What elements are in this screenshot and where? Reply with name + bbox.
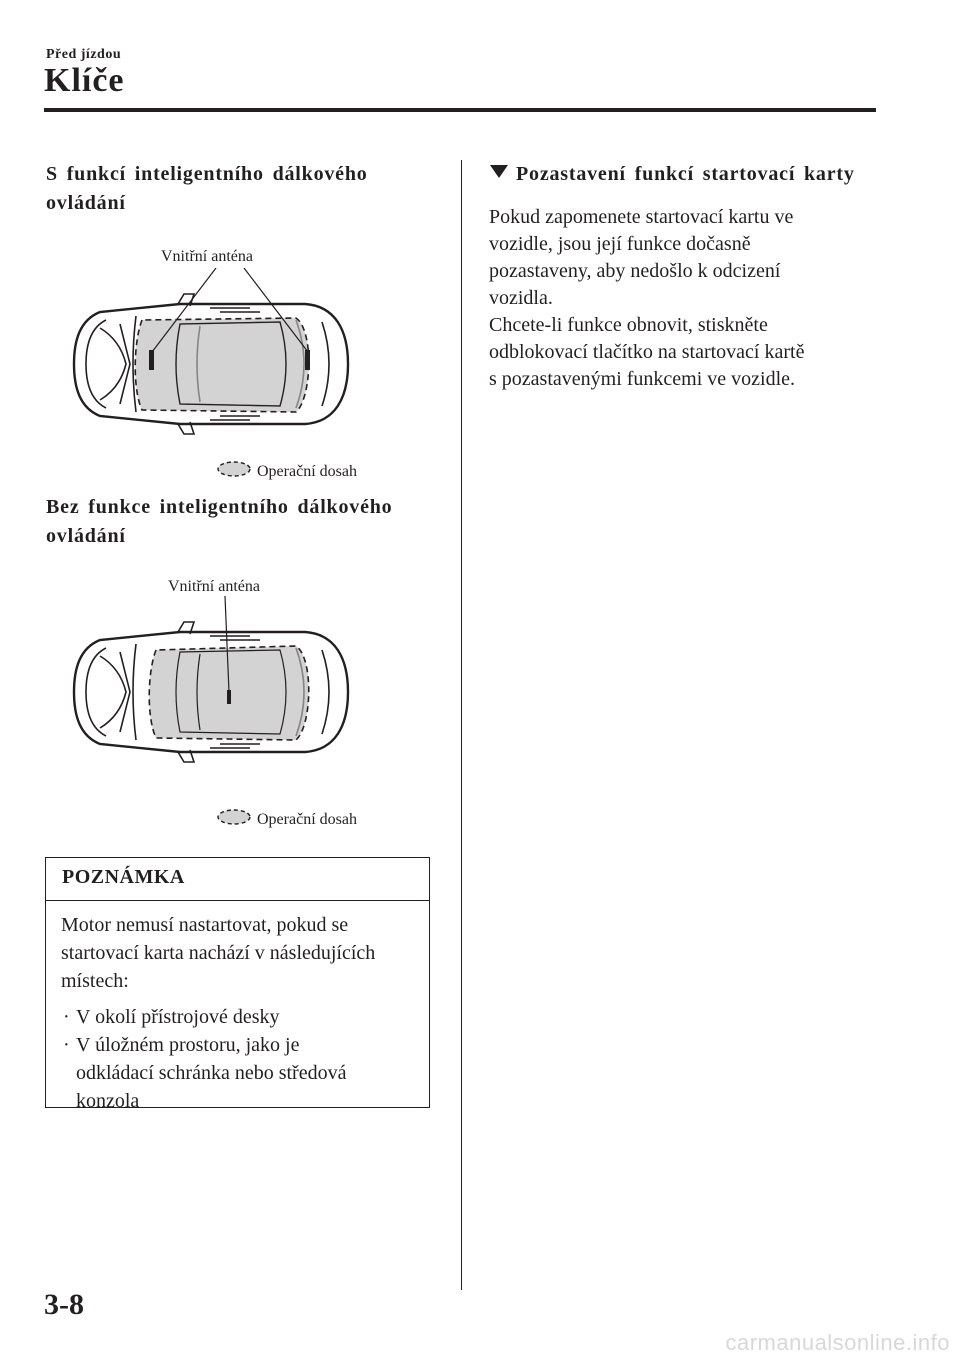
- bullet-dot-icon: ·: [63, 1034, 70, 1056]
- bullet-line: V úložném prostoru, jako je: [76, 1034, 300, 1056]
- page-number: 3-8: [44, 1288, 84, 1321]
- fig1-range-label: Operační dosah: [257, 463, 357, 480]
- note-line: startovací karta nachází v následujících: [61, 942, 376, 964]
- paragraph-line: odblokovací tlačítko na startovací kartě: [489, 341, 805, 363]
- heading-line-2: ovládání: [46, 192, 126, 214]
- note-bullet: [61, 1031, 415, 1115]
- paragraph-line: Chcete-li funkce obnovit, stiskněte: [489, 314, 768, 336]
- note-line: místech:: [61, 970, 129, 992]
- antenna-center-marker: [227, 690, 231, 704]
- antenna-rear-marker: [305, 350, 310, 370]
- page-title: Klíče: [44, 62, 125, 99]
- paragraph-line: vozidle, jsou její funkce dočasně: [489, 233, 751, 255]
- note-line: Motor nemusí nastartovat, pokud se: [61, 914, 349, 936]
- heading-line-1: S funkcí inteligentního dálkového: [46, 163, 368, 185]
- right-heading-text: Pozastavení funkcí startovací karty: [516, 163, 855, 185]
- paragraph-line: pozastaveny, aby nedošlo k odcizení: [489, 260, 781, 282]
- fig2-range-label: Operační dosah: [257, 811, 357, 828]
- right-paragraph: [489, 204, 804, 393]
- paragraph-line: vozidla.: [489, 287, 553, 309]
- antenna-front-marker: [149, 350, 154, 370]
- bullet-dot-icon: ·: [63, 1006, 70, 1028]
- paragraph-line: Pokud zapomenete startovací kartu ve: [489, 206, 794, 228]
- bullet-line: konzola: [76, 1090, 140, 1112]
- note-box: [45, 857, 430, 1112]
- car-diagram-two-antennas: [60, 268, 370, 448]
- watermark: carmanualsonline.info: [725, 1330, 950, 1355]
- heading-line-2: ovládání: [46, 525, 126, 547]
- column-divider: [461, 160, 462, 1290]
- note-title: POZNÁMKA: [46, 858, 429, 901]
- car-diagram-one-antenna: [60, 596, 370, 776]
- fig2-antenna-label: Vnitřní anténa: [168, 578, 260, 595]
- triangle-bullet-icon: [490, 165, 508, 178]
- heading-without-smart-keyless: [46, 493, 392, 551]
- note-body: [46, 901, 429, 1115]
- fig1-antenna-label: Vnitřní anténa: [161, 248, 253, 265]
- heading-line-1: Bez funkce inteligentního dálkového: [46, 496, 393, 518]
- bullet-line: odkládací schránka nebo středová: [76, 1062, 347, 1084]
- note-bullet-list: [61, 1003, 415, 1115]
- paragraph-line: s pozastavenými funkcemi ve vozidle.: [489, 368, 796, 390]
- range-legend-icon: [216, 459, 252, 479]
- heading-with-smart-keyless: [46, 160, 368, 218]
- range-legend-icon: [216, 807, 252, 827]
- right-heading: [490, 160, 855, 189]
- header-rule: [44, 108, 876, 112]
- bullet-line: V okolí přístrojové desky: [76, 1006, 280, 1028]
- section-label: Před jízdou: [46, 47, 122, 62]
- note-bullet: [61, 1003, 415, 1031]
